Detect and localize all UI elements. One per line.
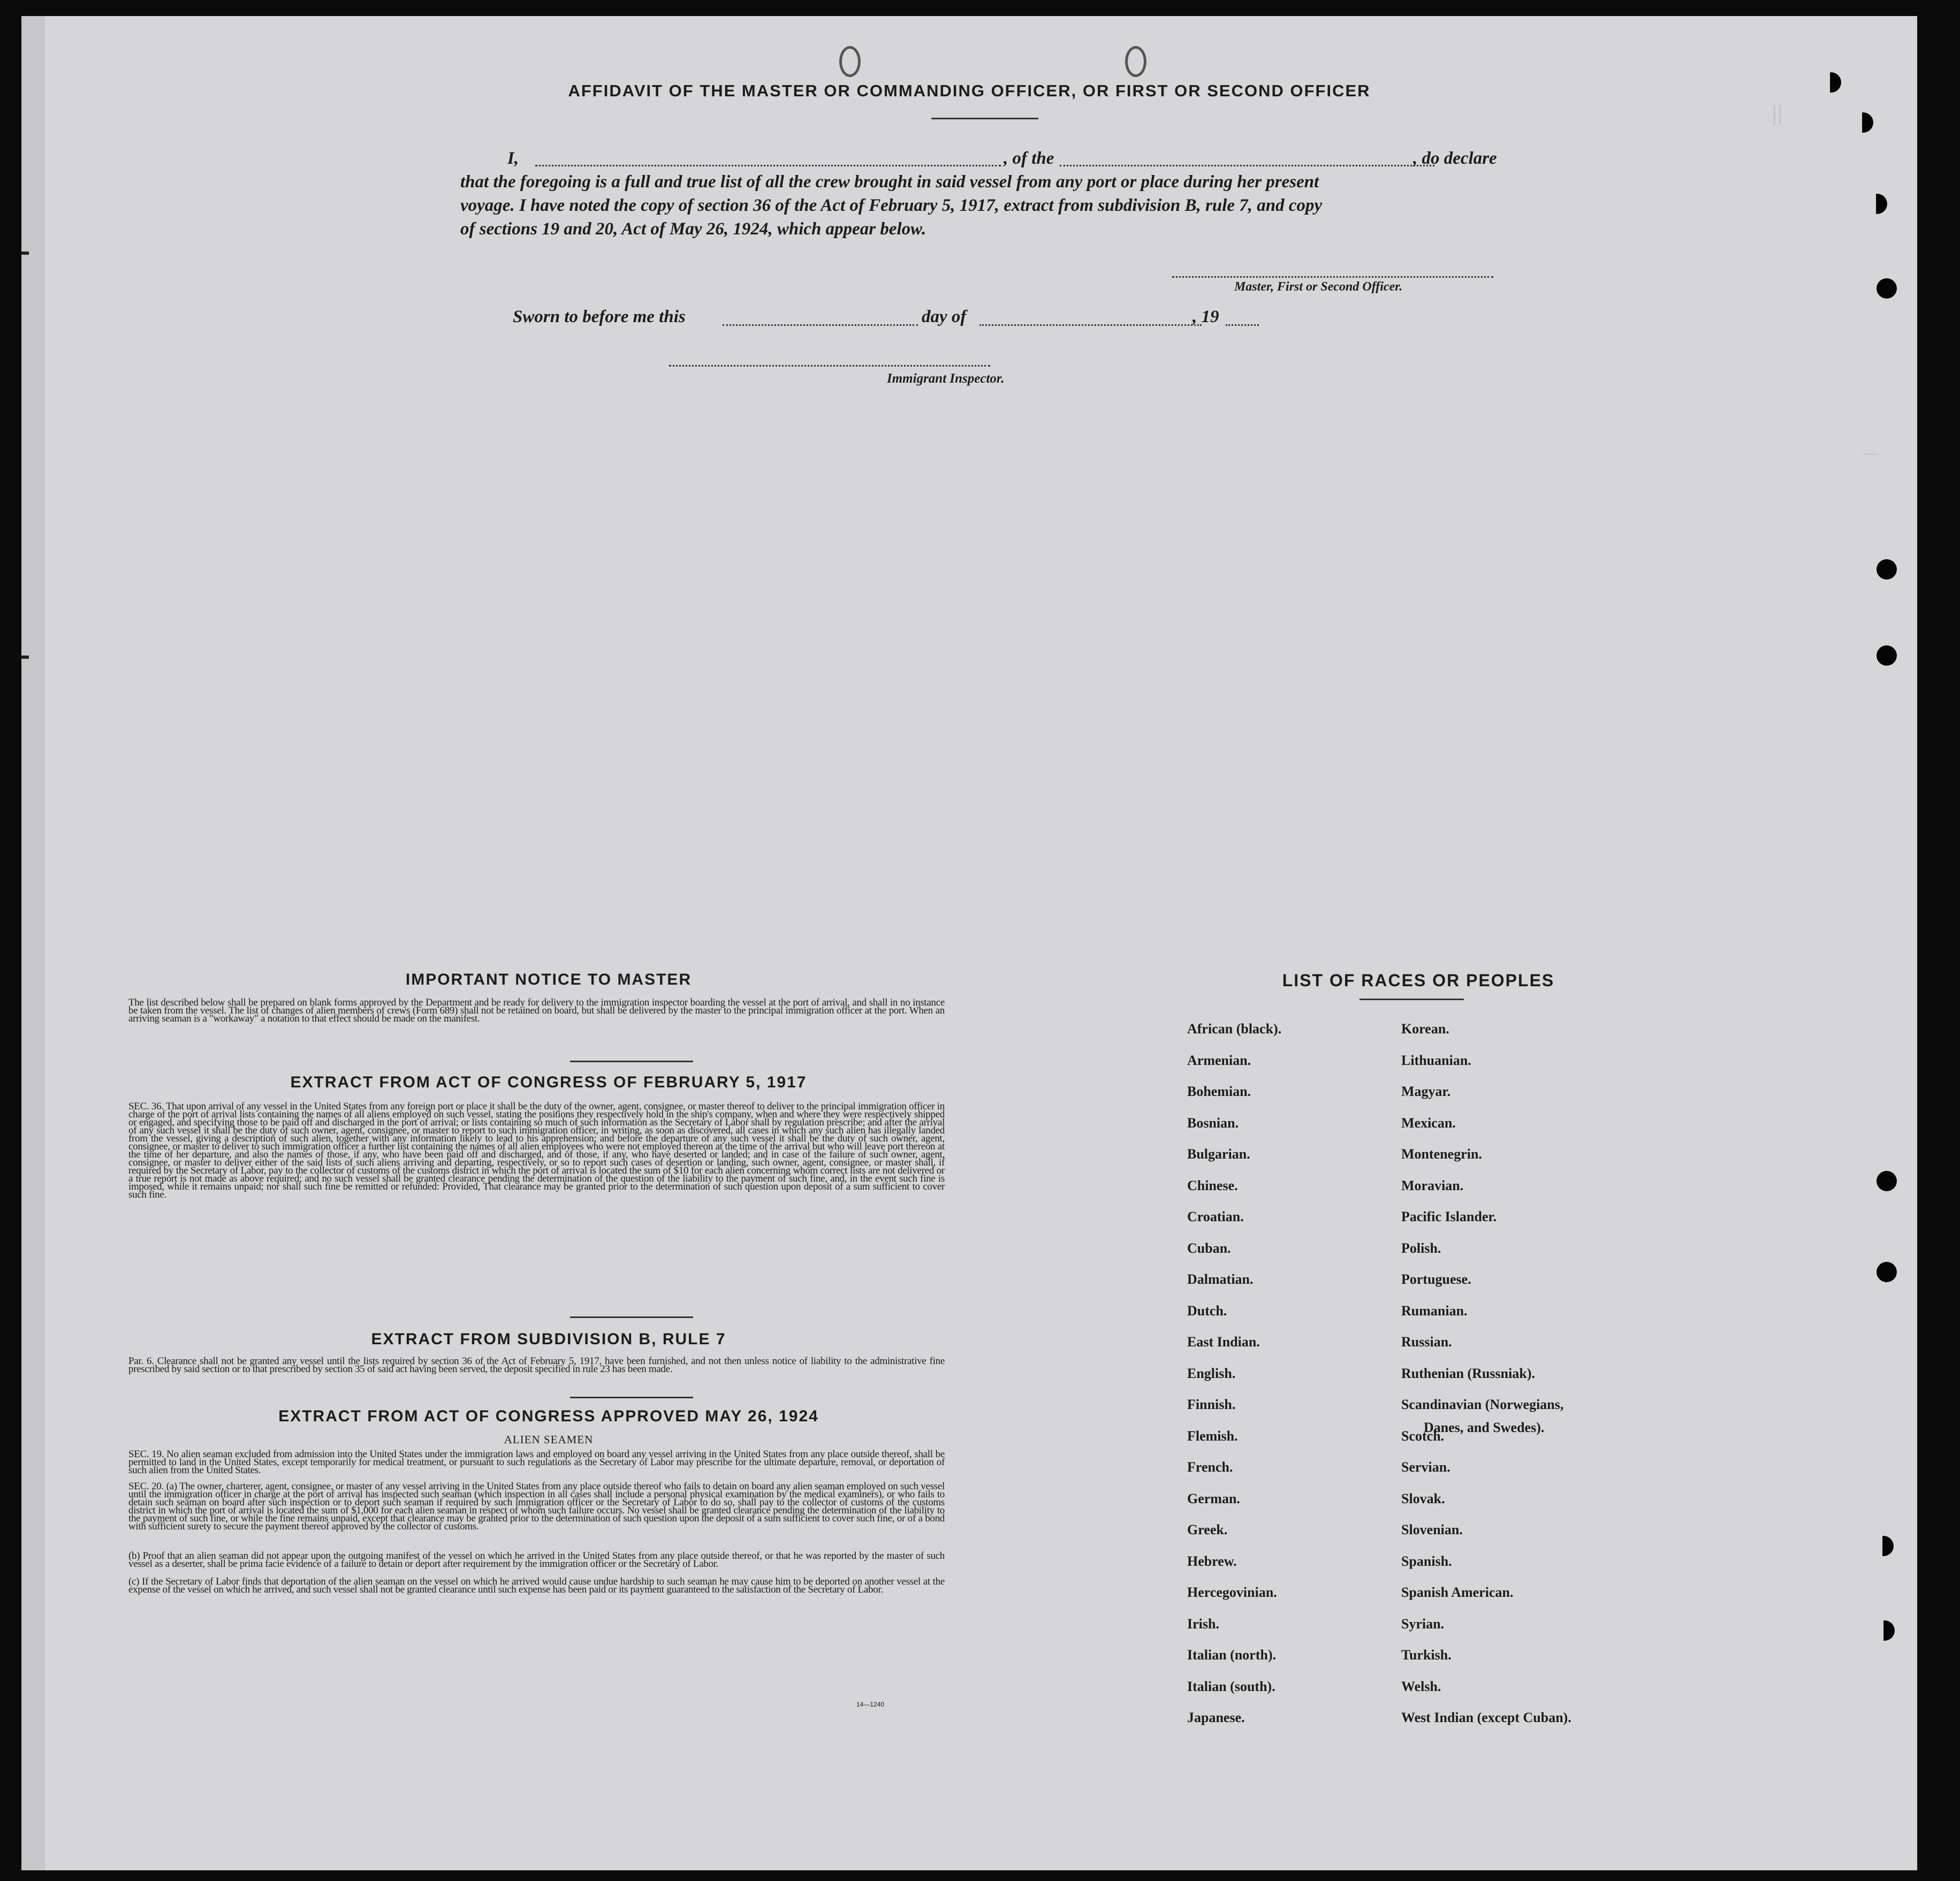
race-item: Slovak. bbox=[1401, 1490, 1445, 1506]
race-item: Russian. bbox=[1401, 1334, 1452, 1350]
binding-hole bbox=[1877, 278, 1897, 299]
inspector-signature-line[interactable] bbox=[669, 365, 990, 367]
race-item: French. bbox=[1187, 1459, 1233, 1475]
race-item: Welsh. bbox=[1401, 1678, 1441, 1694]
race-item: Pacific Islander. bbox=[1401, 1209, 1497, 1224]
race-item: Magyar. bbox=[1401, 1084, 1451, 1099]
master-signature-line[interactable] bbox=[1172, 276, 1493, 278]
race-item: Greek. bbox=[1187, 1522, 1228, 1537]
extract-rule7-body: Par. 6. Clearance shall not be granted any vessel until the lists required by section 36 of the Act of February 5, 1917, have been furnished, and not then unless notice of liability to the administrative fine prescribed by said section or to that prescribed by section 35 of said act having been served, the deposit specified in rule 23 has been made. bbox=[128, 1355, 945, 1375]
race-item: Bosnian. bbox=[1187, 1115, 1239, 1131]
affidavit-line-2: that the foregoing is a full and true list of all the crew brought in said vessel from any port or place during her present bbox=[460, 172, 1319, 192]
race-item: Servian. bbox=[1401, 1459, 1450, 1475]
binding-hole bbox=[1877, 559, 1897, 580]
race-item: East Indian. bbox=[1187, 1334, 1260, 1350]
sec-20b-text: (b) Proof that an alien seaman did not appear upon the outgoing manifest of the vessel on which he arrived in the United States from any place outside thereof, or that he was reported by the master of such vessel as a deserter, shall be prima facie evidence of a failure to detain or deport after requirement by the immigration officer or the Secretary of Labor. bbox=[128, 1550, 945, 1570]
heading-rule bbox=[931, 118, 1038, 119]
race-item: Flemish. bbox=[1187, 1428, 1238, 1444]
race-item: Montenegrin. bbox=[1401, 1146, 1482, 1162]
binding-hole bbox=[1873, 1536, 1894, 1556]
bleed-through-mark: — bbox=[1863, 444, 1879, 462]
race-item: Spanish American. bbox=[1401, 1585, 1514, 1600]
affidavit-heading: AFFIDAVIT OF THE MASTER OR COMMANDING OFFICER, OR FIRST OR SECOND OFFICER bbox=[568, 81, 1371, 100]
document-page bbox=[21, 16, 1917, 1870]
race-item: Ruthenian (Russniak). bbox=[1401, 1365, 1535, 1381]
sworn-month-blank[interactable] bbox=[979, 324, 1202, 326]
edge-mark bbox=[21, 252, 29, 255]
punch-ring-right bbox=[1125, 46, 1146, 77]
sworn-year-blank[interactable] bbox=[1226, 324, 1259, 326]
races-heading: LIST OF RACES OR PEOPLES bbox=[1282, 971, 1555, 990]
affidavit-line-4: of sections 19 and 20, Act of May 26, 1924, which appear below. bbox=[460, 219, 926, 239]
race-item: Bulgarian. bbox=[1187, 1146, 1250, 1162]
binding-hole bbox=[1853, 112, 1873, 133]
race-item: Croatian. bbox=[1187, 1209, 1244, 1224]
extract-1917-body: SEC. 36. That upon arrival of any vessel in the United States from any foreign port or place it shall be the duty of the owner, agent, consignee, or master thereof to deliver to the principal immigration officer in charge of the port of arrival lists containing the names of all aliens employed on such vessel, stating the positions they respectively hold in the ship's company, when and where they were respectively shipped or engaged, and specifying those to be paid off and discharged in the port of arrival; or lists containing so much of such information as the Secretary of Labor shall by regulation prescribe; and after the arrival of any such vessel it shall be the duty of such owner, agent, consignee, or master to report to such immigration officer, in writing, as soon as discovered, all cases in which any such alien has illegally landed from the vessel, giving a description of such alien, together with any information likely to lead to his apprehension; and before the departure of any such vessel it shall be the duty of such owner, agent, consignee, or master to deliver to such immigration officer a further list containing the names of all alien employees who were not employed thereon at the time of the arrival but who will leave port thereon at the time of her departure, and also the names of those, if any, who have been paid off and discharged, and of those, if any, who have deserted or landed; and in case of the failure of such owner, agent, consignee, or master to deliver either of the said lists of such aliens arriving and departing, respectively, or so to report such cases of desertion or landing, such owner, agent, consignee, or master shall, if required by the Secretary of Labor, pay to the collector of customs of the customs district in which the port of arrival is located the sum of $10 for each alien concerning whom correct lists are not delivered or a true report is not made as above required; and no such vessel shall be granted clearance pending the determination of the question of the liability to the payment of such fine, and, in the event such fine is imposed, while it remains unpaid; nor shall such fine be remitted or refunded: Provided, That clearance may be granted prior to the determination of such question upon deposit of a sum sufficient to cover such fine. bbox=[128, 1101, 945, 1200]
race-item: English. bbox=[1187, 1365, 1236, 1381]
vessel-blank[interactable] bbox=[1060, 165, 1434, 166]
race-item: Syrian. bbox=[1401, 1616, 1445, 1632]
race-item: Rumanian. bbox=[1401, 1303, 1468, 1319]
bleed-through-mark: || bbox=[1772, 102, 1783, 125]
day-of-label: day of bbox=[922, 307, 967, 326]
race-item: Portuguese. bbox=[1401, 1271, 1471, 1287]
alien-seamen-subheading: ALIEN SEAMEN bbox=[504, 1433, 594, 1446]
master-signature-caption: Master, First or Second Officer. bbox=[1234, 280, 1403, 294]
race-item: Japanese. bbox=[1187, 1710, 1245, 1725]
race-item: Dalmatian. bbox=[1187, 1271, 1254, 1287]
binding-hole bbox=[1867, 194, 1887, 214]
race-item: Scandinavian (Norwegians, bbox=[1401, 1397, 1564, 1412]
race-item: Scotch. bbox=[1401, 1428, 1445, 1444]
race-item: Finnish. bbox=[1187, 1397, 1236, 1412]
section-rule bbox=[570, 1061, 693, 1062]
edge-mark bbox=[21, 656, 29, 659]
race-item: Irish. bbox=[1187, 1616, 1219, 1632]
race-item: Chinese. bbox=[1187, 1177, 1238, 1193]
section-rule bbox=[570, 1397, 693, 1398]
sec-20c-text: (c) If the Secretary of Labor finds that deportation of the alien seaman on the vessel on which he arrived would cause undue hardship to such seaman he may cause him to be deported on another vessel at the expense of the vessel on which he arrived, and such vessel shall not be granted clearance until such expense has been paid or its payment guaranteed to the satisfaction of the Secretary of Labor. bbox=[128, 1576, 945, 1595]
race-item: Mexican. bbox=[1401, 1115, 1456, 1131]
race-list-continuation: Danes, and Swedes). bbox=[1424, 1420, 1545, 1435]
extract-1924-heading: EXTRACT FROM ACT OF CONGRESS APPROVED MAY 26, 1924 bbox=[278, 1407, 819, 1425]
notice-heading: IMPORTANT NOTICE TO MASTER bbox=[405, 971, 692, 988]
race-item: Cuban. bbox=[1187, 1240, 1231, 1256]
race-item: Dutch. bbox=[1187, 1303, 1227, 1319]
races-heading-rule bbox=[1359, 999, 1464, 1000]
extract-1917-heading: EXTRACT FROM ACT OF CONGRESS OF FEBRUARY 5, 1917 bbox=[290, 1073, 807, 1091]
race-item: Turkish. bbox=[1401, 1647, 1452, 1663]
affidavit-i-label: I, bbox=[507, 149, 519, 168]
race-item: Moravian. bbox=[1401, 1177, 1464, 1193]
binding-hole bbox=[1877, 1171, 1897, 1191]
affidavit-of-the-label: , of the bbox=[1004, 149, 1054, 168]
race-item: Hercegovinian. bbox=[1187, 1585, 1277, 1600]
binding-hole bbox=[1877, 1262, 1897, 1282]
form-number: 14—1240 bbox=[856, 1701, 885, 1708]
affidavit-line-3: voyage. I have noted the copy of section 36 of the Act of February 5, 1917, extract from subdivision B, rule 7, and copy bbox=[460, 196, 1323, 215]
race-item: Polish. bbox=[1401, 1240, 1441, 1256]
affidavit-declare-label: , do declare bbox=[1413, 149, 1497, 168]
sworn-label: Sworn to before me this bbox=[513, 307, 686, 326]
race-item: Hebrew. bbox=[1187, 1553, 1237, 1569]
race-item: Spanish. bbox=[1401, 1553, 1452, 1569]
inspector-caption: Immigrant Inspector. bbox=[887, 371, 1005, 386]
race-item: Italian (south). bbox=[1187, 1678, 1275, 1694]
section-rule bbox=[570, 1316, 693, 1318]
name-blank[interactable] bbox=[535, 165, 1001, 166]
race-item: African (black). bbox=[1187, 1021, 1282, 1037]
binding-hole bbox=[1874, 1620, 1895, 1641]
race-item: West Indian (except Cuban). bbox=[1401, 1710, 1571, 1725]
race-item: Italian (north). bbox=[1187, 1647, 1277, 1663]
race-item: Bohemian. bbox=[1187, 1084, 1251, 1099]
binding-hole bbox=[1877, 645, 1897, 666]
year-label: , 19 bbox=[1192, 307, 1219, 326]
sec-20a-text: SEC. 20. (a) The owner, charterer, agent, consignee, or master of any vessel arriving in the United States from any place outside thereof who fails to detain on board any alien seaman employed on such vessel until the immigration officer in charge at the port of arrival has inspected such seaman (which inspection in all cases shall include a personal physical examination by the medical examiners), or who fails to detain such seaman on board after such inspection or to deport such seaman if required by such immigration officer or the Secretary of Labor to do so, shall pay to the collector of customs of the customs district in which the port of arrival is located the sum of $1,000 for each alien seaman in respect of whom such failure occurs. No vessel shall be granted clearance pending the determination of the liability to the payment of such fine, or while the fine remains unpaid, except that clearance may be granted prior to the determination of such question upon the deposit of a sum sufficient to cover such fine, or of a bond with sufficient surety to secure the payment thereof approved by the collector of customs. bbox=[128, 1481, 945, 1532]
race-item: Slovenian. bbox=[1401, 1522, 1463, 1537]
notice-body: The list described below shall be prepared on blank forms approved by the Department and be ready for delivery to the immigration inspector boarding the vessel at the port of arrival, and shall in no instance be taken from the vessel. The list of changes of alien members of crews (Form 689) shall not be retained on board, but shall be delivered by the master to the principal immigration officer at the port. When an arriving seaman is a "workaway" a notation to that effect should be made on the manifest. bbox=[128, 997, 945, 1024]
race-item: Lithuanian. bbox=[1401, 1052, 1471, 1068]
sworn-day-blank[interactable] bbox=[723, 324, 918, 326]
sec-19-text: SEC. 19. No alien seaman excluded from admission into the United States under the immigration laws and employed on board any vessel arriving in the United States from any place outside thereof, shall be permitted to land in the United States, except temporarily for medical treatment, or pursuant to such regulations as the Secretary of Labor may prescribe for the ultimate departure, removal, or deportation of such alien from the United States. bbox=[128, 1449, 945, 1476]
race-item: Korean. bbox=[1401, 1021, 1449, 1037]
race-item: German. bbox=[1187, 1490, 1240, 1506]
race-item: Armenian. bbox=[1187, 1052, 1251, 1068]
punch-ring-left bbox=[839, 46, 861, 77]
extract-rule7-heading: EXTRACT FROM SUBDIVISION B, RULE 7 bbox=[371, 1330, 726, 1348]
left-edge-strip bbox=[21, 16, 45, 1870]
